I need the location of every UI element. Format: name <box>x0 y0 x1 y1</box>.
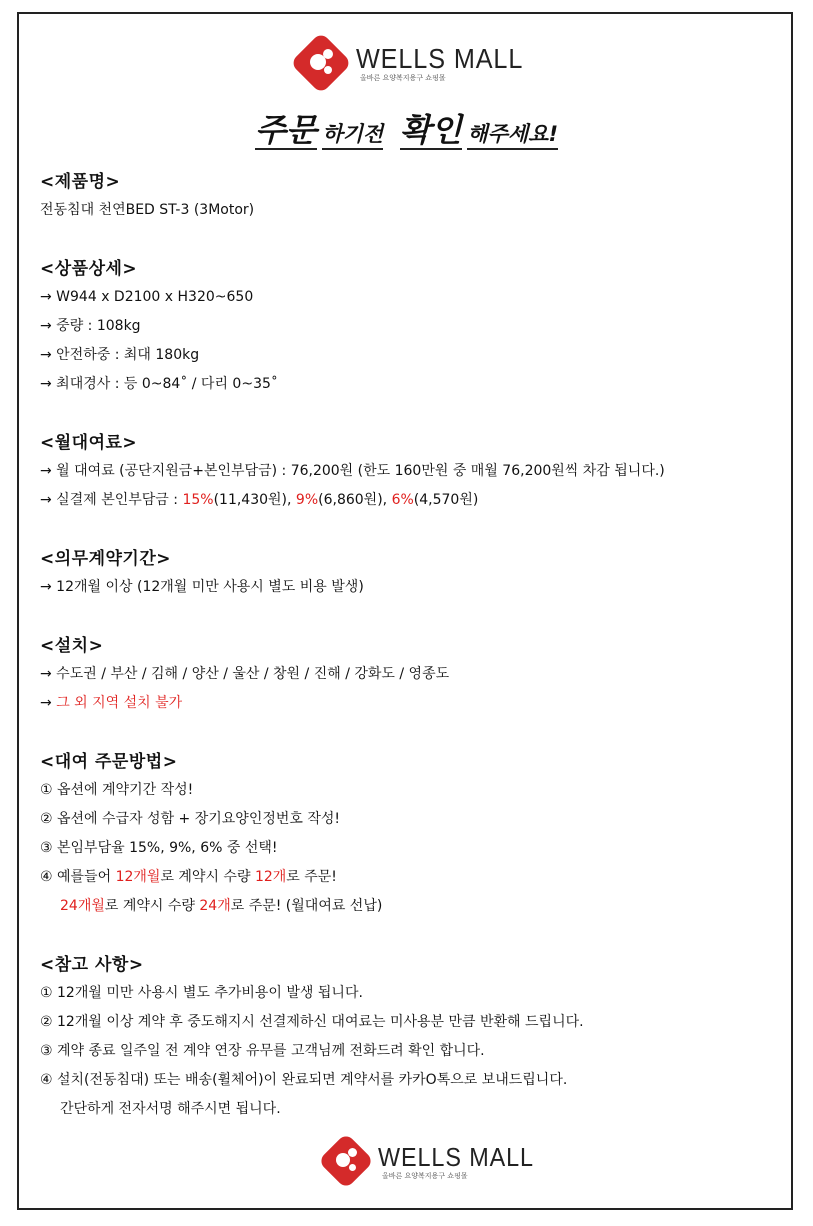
note-item-cont: 간단하게 전자서명 해주시면 됩니다. <box>60 1101 281 1117</box>
brand-logo-top[interactable] <box>290 32 542 94</box>
section-title: <상품상세> <box>40 259 138 279</box>
note-item: ① 12개월 미만 사용시 별도 추가비용이 발생 됩니다. <box>40 985 363 1001</box>
rental-fee-line: → 월 대여료 (공단지원금+본인부담금) : 76,200원 (한도 160만원 중 매월 76,200원씩 차감 됩니다.) <box>40 463 665 479</box>
copay-line: → 실결제 본인부담금 : 15%(11,430원), 9%(6,860원), 6%(4,570원) <box>40 492 479 508</box>
order-step: ① 옵션에 계약기간 작성! <box>40 782 194 798</box>
logo-mark-icon <box>318 1133 374 1189</box>
install-areas: → 수도권 / 부산 / 김해 / 양산 / 울산 / 창원 / 진해 / 강화도 / 영종도 <box>40 666 450 682</box>
order-step: ③ 본임부담율 15%, 9%, 6% 중 선택! <box>40 840 278 856</box>
brand-tagline: 올바른 요양복지용구 쇼핑몰 <box>360 73 446 82</box>
product-name: 전동침대 천연BED ST-3 (3Motor) <box>40 202 255 218</box>
note-item: ② 12개월 이상 계약 후 중도해지시 선결제하신 대여료는 미사용분 만큼 반환해 드립니다. <box>40 1014 584 1030</box>
section-title: <설치> <box>40 636 104 656</box>
notes-section <box>40 951 780 1124</box>
brand-tagline: 올바른 요양복지용구 쇼핑몰 <box>382 1171 468 1180</box>
detail-item: → W944 x D2100 x H320~650 <box>40 289 254 305</box>
section-title: <월대여료> <box>40 433 138 453</box>
contract-section <box>40 545 780 602</box>
headline-part2: 하기전 <box>322 120 383 150</box>
order-section <box>40 748 780 921</box>
brand-name: WELLS MALL <box>356 42 524 74</box>
section-title: <대여 주문방법> <box>40 752 178 772</box>
logo-mark-icon <box>290 32 352 94</box>
section-title: <의무계약기간> <box>40 549 172 569</box>
rental-section <box>40 429 780 515</box>
install-section <box>40 632 780 718</box>
headline-part3: 확인 <box>399 111 462 149</box>
headline <box>0 112 813 150</box>
detail-item: → 최대경사 : 등 0~84˚ / 다리 0~35˚ <box>40 376 278 392</box>
rate-6: 6% <box>391 492 414 508</box>
rate-9: 9% <box>295 492 319 508</box>
detail-item: → 중량 : 108kg <box>40 318 141 334</box>
content <box>40 168 780 1124</box>
headline-part1: 주문 <box>254 111 317 149</box>
install-notice: → 그 외 지역 설치 불가 <box>40 695 183 711</box>
detail-item: → 안전하중 : 최대 180kg <box>40 347 200 363</box>
details-section <box>40 255 780 399</box>
section-title: <참고 사항> <box>40 955 144 975</box>
note-item: ③ 계약 종료 일주일 전 계약 연장 유무를 고객님께 전화드려 확인 합니다. <box>40 1043 485 1059</box>
brand-name: WELLS MALL <box>378 1141 534 1172</box>
brand-logo-bottom[interactable] <box>318 1133 551 1189</box>
product-section <box>40 168 780 225</box>
section-title: <제품명> <box>40 172 121 192</box>
contract-line: → 12개월 이상 (12개월 미만 사용시 별도 비용 발생) <box>40 579 364 595</box>
rate-15: 15% <box>182 492 214 508</box>
headline-part4: 해주세요! <box>467 120 558 150</box>
order-step: ④ 예를들어 12개월로 계약시 수량 12개로 주문! <box>40 869 337 885</box>
order-step: ② 옵션에 수급자 성함 + 장기요양인정번호 작성! <box>40 811 341 827</box>
note-item: ④ 설치(전동침대) 또는 배송(휠체어)이 완료되면 계약서를 카카O톡으로 보내드립니다. <box>40 1072 568 1088</box>
order-step-cont: 24개월로 계약시 수량 24개로 주문! (월대여료 선납) <box>60 898 383 914</box>
